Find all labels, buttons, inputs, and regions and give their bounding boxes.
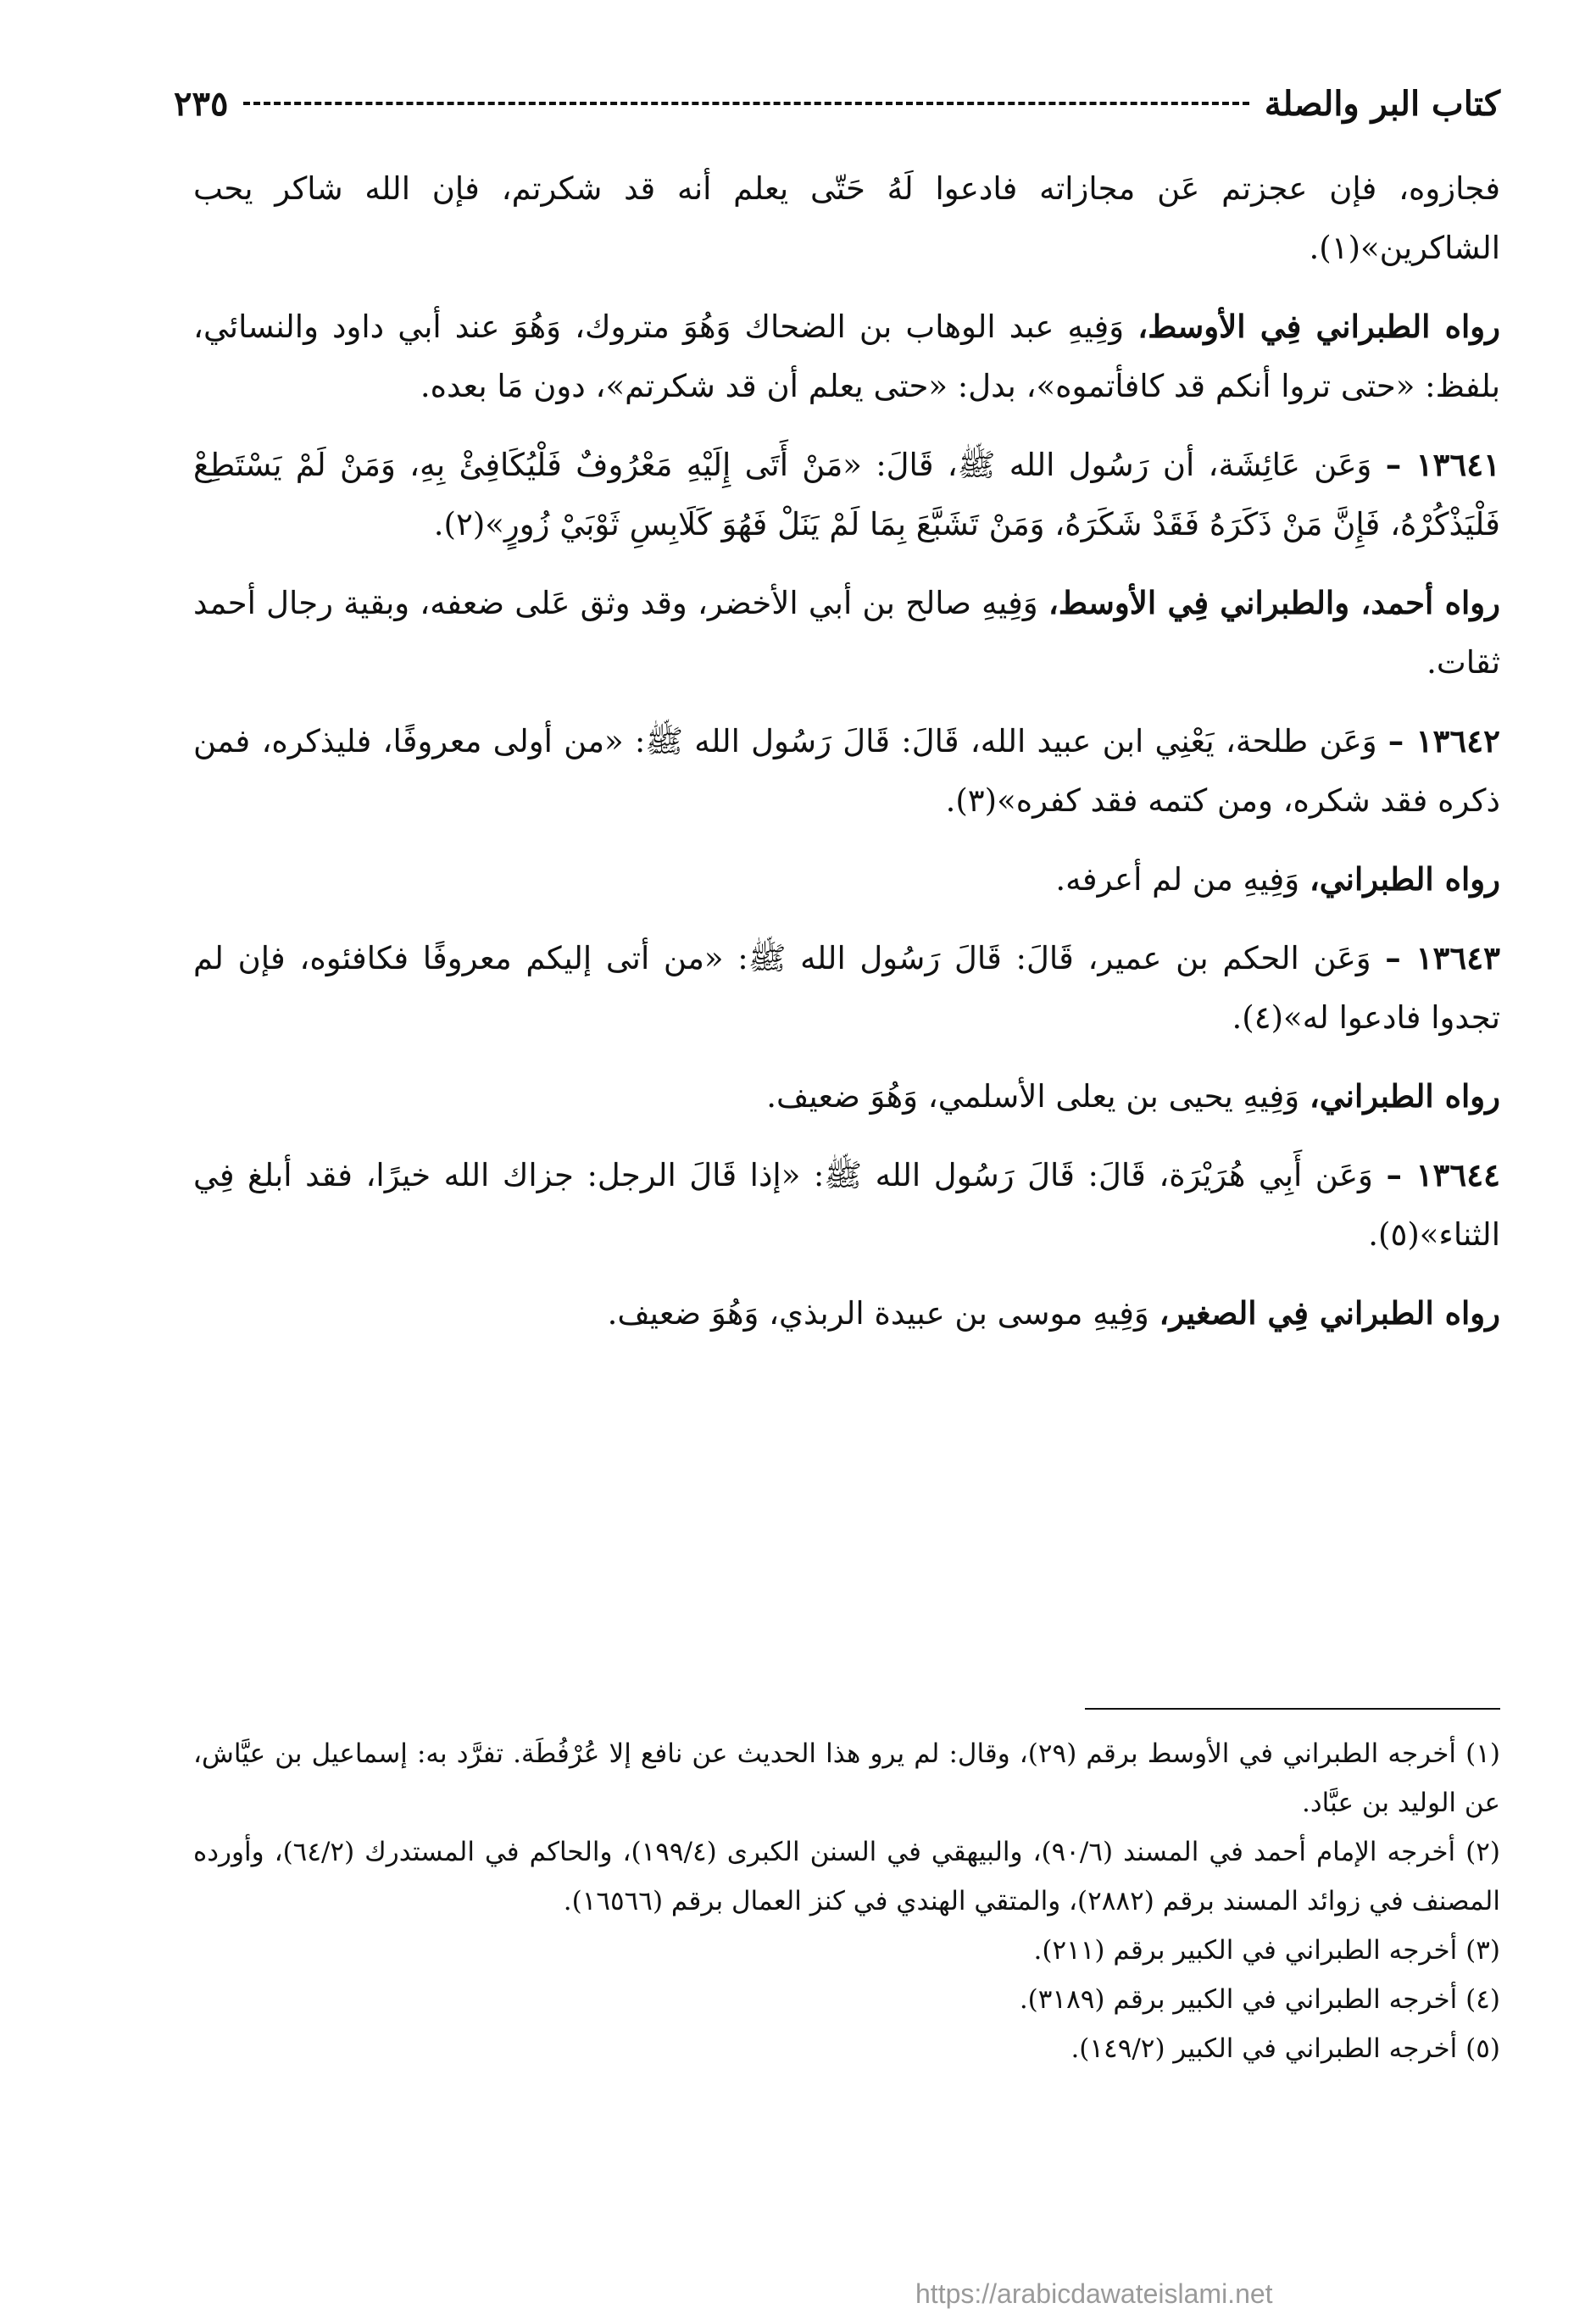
footnotes — [193, 1729, 1500, 2073]
paragraph — [193, 159, 1500, 278]
paragraph-text: وَفِيهِ صالح بن أبي الأخضر، وقد وثق عَلى ضعفه، وبقية رجال أحمد ثقات. — [193, 585, 1500, 681]
footnote: (٣) أخرجه الطبراني في الكبير برقم (٢١١). — [1033, 1935, 1500, 1966]
page-number: ٢٣٥ — [174, 83, 229, 124]
footnote: (٢) أخرجه الإمام أحمد في المسند (٩٠/٦)، والبيهقي في السنن الكبرى (١٩٩/٤)، والحاكم في المستدرك (٦٤/٢)، وأورده المصنف في زوائد المسند برقم (٢٨٨٢)، والمتقي الهندي في كنز العمال برقم (١٦٥٦٦). — [193, 1837, 1500, 1916]
chapter-title: كتاب البر والصلة — [1264, 83, 1500, 124]
paragraph-text: وَفِيهِ يحيى بن يعلى الأسلمي، وَهُوَ ضعيف. — [766, 1078, 1310, 1115]
watermark-url: https://arabicdawateislami.net — [915, 2278, 1273, 2309]
hadith-13643 — [193, 928, 1500, 1048]
source-attribution: رواه أحمد، والطبراني فِي الأوسط، — [1048, 584, 1500, 621]
paragraph — [193, 297, 1500, 416]
hadith-13644 — [193, 1145, 1500, 1265]
source-attribution: رواه الطبراني فِي الأوسط، — [1137, 308, 1500, 345]
hadith-text: وَعَن طلحة، يَعْنِي ابن عبيد الله، قَالَ: قَالَ رَسُول الله ﷺ: «من أولى معروفًا، فليذكره، فمن ذكره فقد شكره، ومن كتمه فقد كفره»(٣). — [193, 723, 1500, 819]
paragraph — [193, 573, 1500, 693]
hadith-13641 — [193, 435, 1500, 554]
hadith-number: ١٣٦٤٤ – — [1386, 1156, 1500, 1193]
footnote: (١) أخرجه الطبراني في الأوسط برقم (٢٩)، وقال: لم يرو هذا الحديث عن نافع إلا عُرْفُطَة. تفرَّد به: إسماعيل بن عيَّاش، عن الوليد بن عبَّاد. — [193, 1738, 1500, 1818]
paragraph — [193, 1283, 1500, 1343]
paragraph — [193, 849, 1500, 909]
hadith-text: وَعَن عَائِشَة، أن رَسُول الله ﷺ، قَالَ: «مَنْ أَتَى إِلَيْهِ مَعْرُوفٌ فَلْيُكَافِئْ بِهِ، وَمَنْ لَمْ يَسْتَطِعْ فَلْيَذْكُرْهُ، فَإِنَّ مَنْ ذَكَرَهُ فَقَدْ شَكَرَهُ، وَمَنْ تَشَبَّعَ بِمَا لَمْ يَنَلْ فَهُوَ كَلَابِسِ ثَوْبَيْ زُورٍ»(٢). — [193, 447, 1500, 542]
hadith-number: ١٣٦٤١ – — [1385, 446, 1500, 483]
source-attribution: رواه الطبراني، — [1309, 860, 1500, 898]
source-attribution: رواه الطبراني فِي الصغير، — [1159, 1294, 1500, 1332]
footnote-divider — [1085, 1708, 1500, 1710]
paragraph-text: فجازوه، فإن عجزتم عَن مجازاته فادعوا لَهُ حَتّى يعلم أنه قد شكرتم، فإن الله شاكر يحب الشاكرين»(١). — [193, 170, 1500, 266]
hadith-number: ١٣٦٤٢ – — [1387, 722, 1500, 759]
main-text — [193, 159, 1500, 1362]
footnote: (٤) أخرجه الطبراني في الكبير برقم (٣١٨٩). — [1019, 1984, 1500, 2015]
hadith-13642 — [193, 711, 1500, 831]
hadith-text: وَعَن الحكم بن عمير، قَالَ: قَالَ رَسُول الله ﷺ: «من أتى إليكم معروفًا فكافئوه، فإن لم تجدوا فادعوا له»(٤). — [193, 940, 1500, 1036]
hadith-text: وَعَن أَبِي هُرَيْرَة، قَالَ: قَالَ رَسُول الله ﷺ: «إذا قَالَ الرجل: جزاك الله خيرًا، فقد أبلغ فِي الثناء»(٥). — [193, 1157, 1500, 1253]
paragraph-text: وَفِيهِ عبد الوهاب بن الضحاك وَهُوَ متروك، وَهُوَ عند أبي داود والنسائي، بلفظ: «حتى تروا أنكم قد كافأتموه»، بدل: «حتى يعلم أن قد شكرتم»، دون مَا بعده. — [193, 309, 1500, 404]
source-attribution: رواه الطبراني، — [1309, 1077, 1500, 1115]
running-header — [174, 78, 1500, 129]
paragraph — [193, 1066, 1500, 1126]
header-dash-line — [243, 102, 1248, 105]
footnote: (٥) أخرجه الطبراني في الكبير (١٤٩/٢). — [1070, 2033, 1500, 2064]
paragraph-text: وَفِيهِ موسى بن عبيدة الربذي، وَهُوَ ضعيف. — [607, 1295, 1159, 1332]
paragraph-text: وَفِيهِ من لم أعرفه. — [1055, 861, 1310, 898]
hadith-number: ١٣٦٤٣ – — [1385, 939, 1500, 976]
